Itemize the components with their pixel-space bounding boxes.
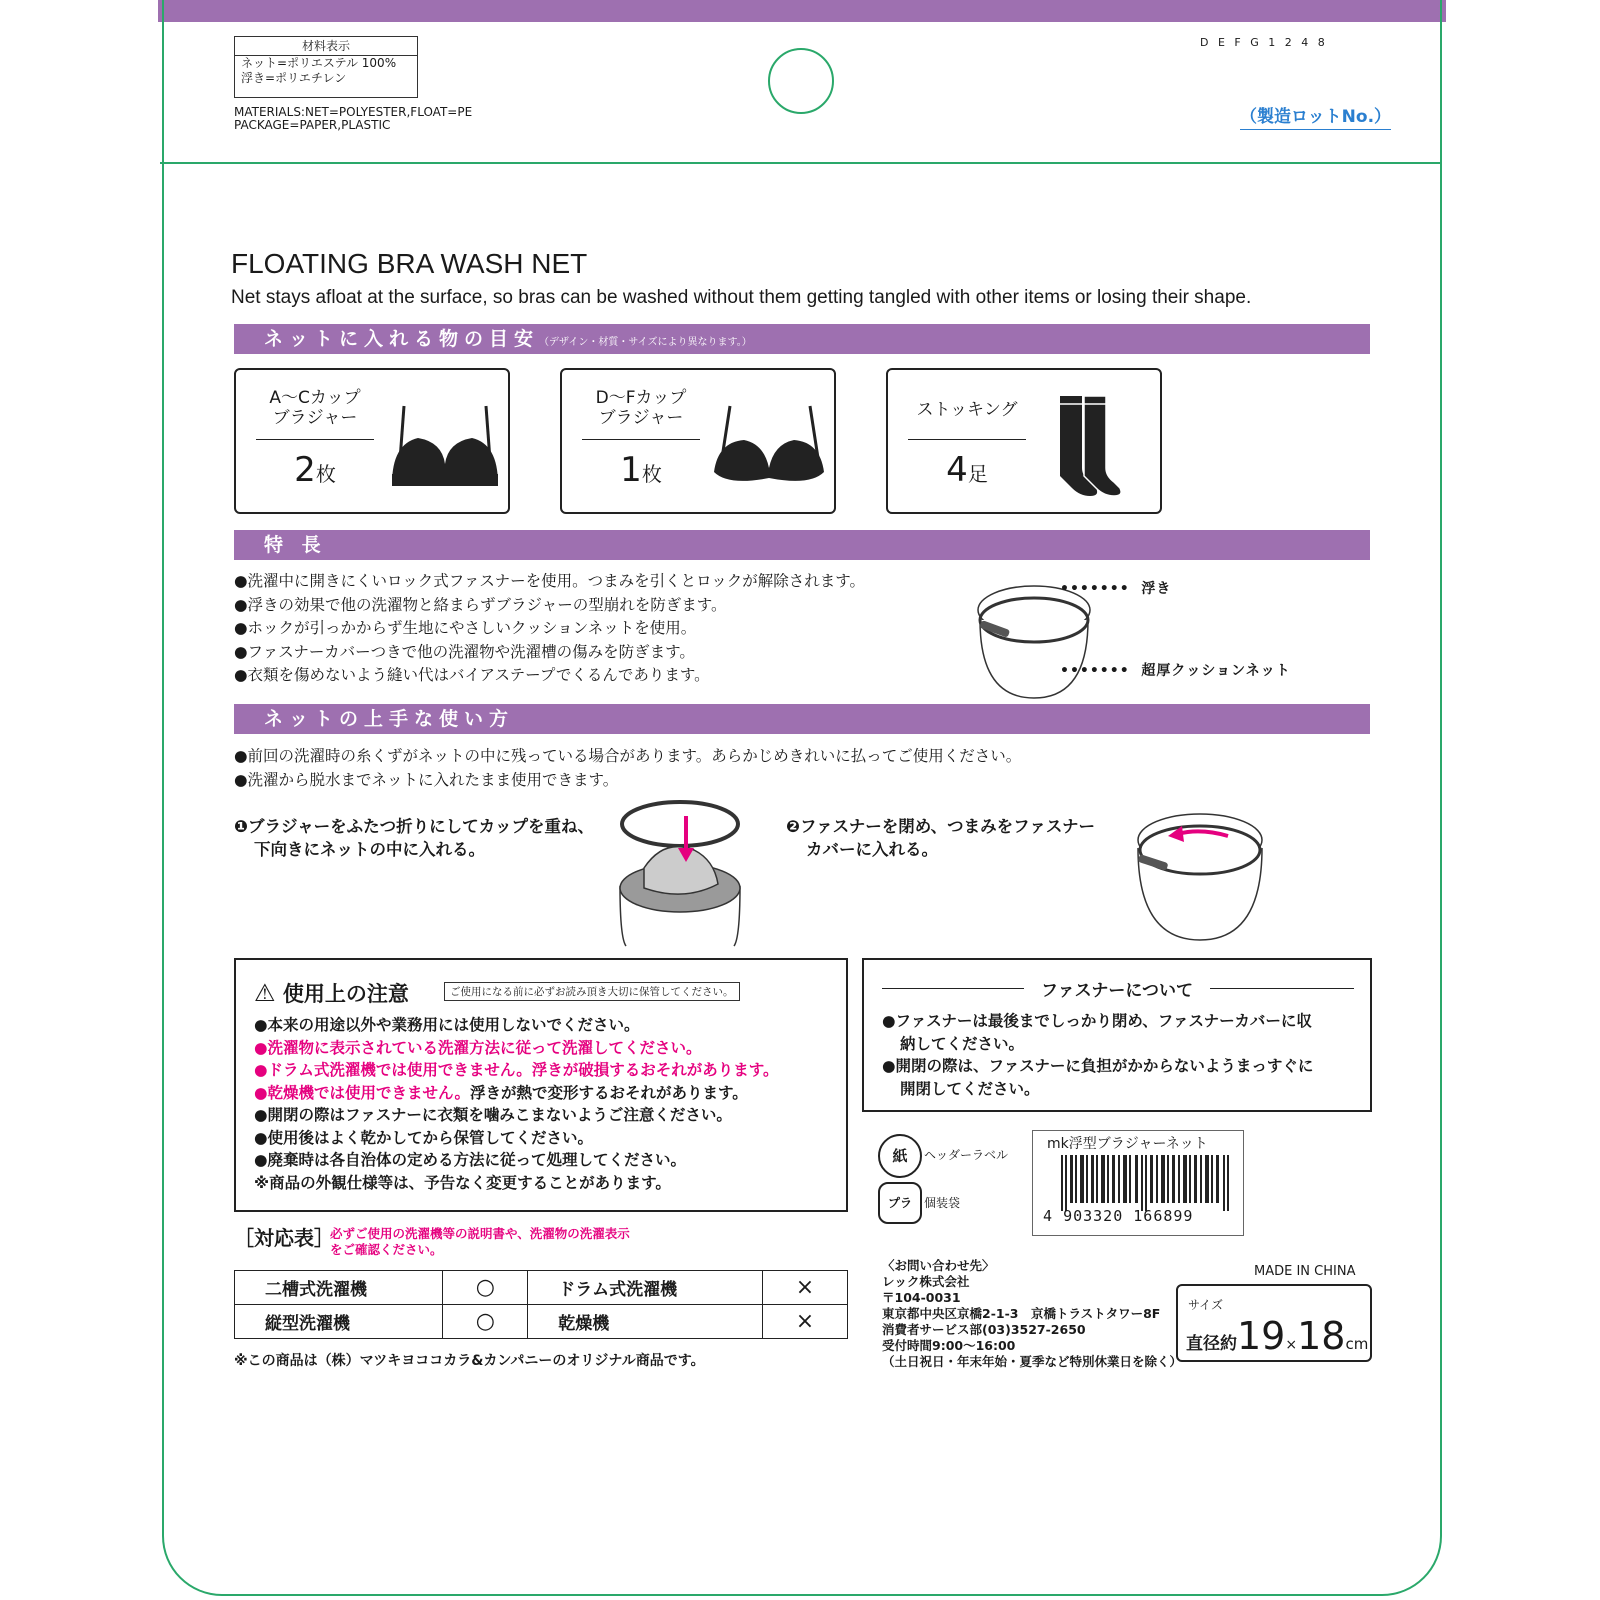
product-description: Net stays afloat at the surface, so bras can be washed without them getting tangled with other items or losing their shape.	[231, 287, 1252, 308]
size-label: サイズ	[1188, 1298, 1224, 1312]
card-qty-number: 1	[620, 450, 642, 490]
materials-en	[234, 106, 472, 132]
list-item	[254, 1149, 779, 1172]
list-item: ●洗濯から脱水までネットに入れたまま使用できます。	[234, 770, 619, 789]
zipper-title: ファスナーについて	[1041, 981, 1193, 1001]
size-dim: 18	[1297, 1314, 1346, 1358]
callout-net-label: 超厚クッションネット	[1141, 663, 1291, 679]
contact-line: レック株式会社	[882, 1274, 970, 1289]
caution-text: ●使用後はよく乾かしてから保管してください。	[254, 1128, 594, 1147]
compat-note-line: 必ずご使用の洗濯機等の説明書や、洗濯物の洗濯表示	[330, 1226, 630, 1241]
caution-text: 浮きが熱で変形するおそれがあります。	[469, 1083, 748, 1102]
compat-note	[330, 1226, 630, 1258]
list-item	[254, 1082, 779, 1105]
lot-number-label: （製造ロットNo.）	[1240, 102, 1391, 130]
paper-recycle-icon: 紙	[878, 1134, 922, 1178]
list-item: ●洗濯中に開きにくいロック式ファスナーを使用。つまみを引くとロックが解除されます。	[234, 572, 866, 590]
contact-block	[882, 1258, 1182, 1370]
compat-table	[234, 1270, 848, 1339]
caution-heading	[254, 978, 409, 1008]
zipper-panel	[862, 958, 1372, 1112]
materials-title: 材料表示	[235, 37, 417, 56]
card-qty-unit: 枚	[315, 462, 336, 486]
features-title: 特 長	[264, 534, 327, 556]
contact-line: 〒104-0031	[882, 1290, 961, 1305]
card-label	[580, 388, 702, 428]
bra-icon	[710, 402, 828, 494]
caution-panel	[234, 958, 848, 1212]
card-qty	[908, 450, 1026, 490]
warning-icon: ⚠	[254, 979, 276, 1007]
table-cell: ×	[763, 1305, 848, 1339]
barcode-box	[1032, 1130, 1244, 1236]
caution-highlight: ●洗濯物に表示されている洗濯方法に従って洗濯してください。	[254, 1038, 702, 1057]
capacity-card	[234, 368, 510, 514]
card-label-line: ブラジャー	[272, 408, 358, 428]
usage-bar	[234, 704, 1370, 734]
product-code: D E F G 1 2 4 8	[1200, 36, 1328, 49]
list-item: ●前回の洗濯時の糸くずがネットの中に残っている場合があります。あらかじめきれいに払ってご使用ください。	[234, 747, 1022, 765]
card-label-line: ストッキング	[916, 400, 1018, 420]
made-in: MADE IN CHINA	[1254, 1264, 1356, 1279]
list-item	[254, 1172, 779, 1195]
compat-title: ［対応表］	[234, 1226, 334, 1250]
caution-list	[254, 1014, 779, 1194]
card-qty-number: 2	[294, 450, 316, 490]
step-2-line: カバーに入れる。	[806, 840, 938, 859]
table-cell: 縦型洗濯機	[235, 1305, 443, 1339]
contact-line: 〈お問い合わせ先〉	[882, 1258, 995, 1273]
capacity-card	[560, 368, 836, 514]
list-item: ●ファスナーカバーつきで他の洗濯物や洗濯槽の傷みを防ぎます。	[234, 642, 695, 661]
list-item	[254, 1059, 779, 1082]
list-item: ●ホックが引っかからず生地にやさしいクッションネットを使用。	[234, 619, 697, 637]
capacity-bar	[234, 324, 1370, 354]
card-label-line: ブラジャー	[598, 408, 684, 428]
list-item	[254, 1127, 779, 1150]
bra-icon	[386, 402, 504, 494]
perforation-line	[160, 162, 1440, 164]
callout-net: ••••••• 超厚クッションネット	[1060, 663, 1291, 679]
list-item: ●衣類を傷めないよう縫い代はバイアステープでくるんであります。	[234, 666, 710, 684]
step-1-line: 下向きにネットの中に入れる。	[254, 840, 485, 859]
size-value	[1186, 1314, 1368, 1358]
hang-hole	[768, 48, 834, 114]
card-qty-number: 4	[946, 450, 968, 490]
list-item	[254, 1104, 779, 1127]
table-cell: ドラム式洗濯機	[528, 1271, 763, 1305]
barcode-product-name: mk浮型ブラジャーネット	[1047, 1136, 1208, 1152]
usage-notes	[234, 745, 1021, 792]
capacity-title: ネットに入れる物の目安	[264, 328, 540, 350]
caution-title: 使用上の注意	[282, 982, 409, 1006]
card-qty	[256, 450, 374, 490]
barcode-number	[1043, 1207, 1193, 1225]
list-item	[254, 1037, 779, 1060]
card-label-line: A～Cカップ	[269, 388, 361, 408]
compat-footnote: ※この商品は（株）マツキヨココカラ&カンパニーのオリジナル商品です。	[234, 1353, 705, 1369]
zipper-list	[882, 1010, 1313, 1100]
table-cell: ○	[443, 1271, 528, 1305]
step-1-line: ❶ブラジャーをふたつ折りにしてカップを重ね、	[234, 817, 594, 836]
table-cell: 二槽式洗濯機	[235, 1271, 443, 1305]
barcode-digit: 903320	[1063, 1207, 1124, 1225]
card-qty	[582, 450, 700, 490]
caution-text: ●本来の用途以外や業務用には使用しないでください。	[254, 1016, 640, 1034]
table-cell: 乾燥機	[528, 1305, 763, 1339]
list-item: ●開閉の際は、ファスナーに負担がかからないようまっすぐに	[882, 1057, 1314, 1075]
usage-title: ネットの上手な使い方	[264, 708, 515, 730]
table-cell: ○	[443, 1305, 528, 1339]
list-item: ●浮きの効果で他の洗濯物と絡まらずブラジャーの型崩れを防ぎます。	[234, 595, 727, 614]
callout-float-label: 浮き	[1141, 581, 1172, 597]
table-row	[235, 1305, 848, 1339]
barcode-icon	[1061, 1155, 1231, 1211]
caution-highlight: ●乾燥機では使用できません。	[254, 1083, 470, 1102]
plastic-recycle-label: 個装袋	[924, 1196, 961, 1210]
plastic-recycle-icon: プラ	[878, 1182, 922, 1224]
compat-note-line: をご確認ください。	[330, 1242, 443, 1257]
contact-line: 東京都中央区京橋2-1-3 京橋トラストタワー8F	[882, 1306, 1161, 1321]
caution-highlight: ●ドラム式洗濯機では使用できません。浮きが破損するおそれがあります。	[254, 1061, 779, 1079]
product-title: FLOATING BRA WASH NET	[231, 248, 588, 279]
caution-note: ご使用になる前に必ずお読み頂き大切に保管してください。	[444, 982, 740, 1001]
list-item: 開閉してください。	[900, 1079, 1040, 1098]
caution-text: ※商品の外観仕様等は、予告なく変更することがあります。	[254, 1173, 671, 1192]
callout-float: ••••••• 浮き	[1060, 581, 1172, 597]
card-label-line: D～Fカップ	[595, 388, 687, 408]
materials-box	[234, 36, 418, 98]
size-box	[1176, 1284, 1372, 1362]
size-prefix: 直径約	[1186, 1334, 1237, 1354]
list-item: ●ファスナーは最後までしっかり閉め、ファスナーカバーに収	[882, 1012, 1312, 1030]
step-1-illustration	[614, 798, 746, 948]
features-bar	[234, 530, 1370, 560]
card-label	[906, 400, 1028, 420]
paper-recycle-label: ヘッダーラベル	[924, 1148, 1009, 1162]
materials-en-line: PACKAGE=PAPER,PLASTIC	[234, 118, 391, 132]
caution-text: ●開閉の際はファスナーに衣類を噛みこまないようご注意ください。	[254, 1106, 732, 1124]
barcode-digit: 4	[1043, 1207, 1054, 1225]
contact-line: （土日祝日・年末年始・夏季など特別休業日を除く）	[882, 1354, 1183, 1369]
caution-text: ●廃棄時は各自治体の定める方法に従って処理してください。	[254, 1151, 687, 1169]
step-2-illustration	[1130, 798, 1270, 946]
capacity-note: （デザイン・材質・サイズにより異なります。）	[539, 337, 752, 348]
table-cell: ×	[763, 1271, 848, 1305]
step-1	[234, 815, 594, 861]
card-qty-unit: 枚	[641, 462, 662, 486]
list-item: 納してください。	[900, 1034, 1025, 1053]
contact-line: 受付時間9:00～16:00	[882, 1338, 1016, 1353]
card-qty-unit: 足	[967, 462, 988, 486]
materials-line: ネット=ポリエステル 100%	[241, 56, 397, 70]
materials-en-line: MATERIALS:NET=POLYESTER,FLOAT=PE	[234, 105, 473, 119]
step-2	[786, 815, 1095, 861]
features-list	[234, 570, 865, 688]
card-label	[254, 388, 376, 428]
stocking-icon	[1054, 392, 1124, 502]
size-dim: 19	[1237, 1314, 1286, 1358]
size-times: ×	[1285, 1337, 1298, 1353]
barcode-digit: 166899	[1133, 1207, 1194, 1225]
materials-line: 浮き=ポリエチレン	[241, 71, 347, 85]
list-item	[254, 1014, 779, 1037]
contact-line: 消費者サービス部(03)3527-2650	[882, 1322, 1086, 1337]
size-unit: cm	[1345, 1335, 1369, 1353]
table-row	[235, 1271, 848, 1305]
step-2-line: ❷ファスナーを閉め、つまみをファスナー	[786, 817, 1095, 836]
capacity-card	[886, 368, 1162, 514]
